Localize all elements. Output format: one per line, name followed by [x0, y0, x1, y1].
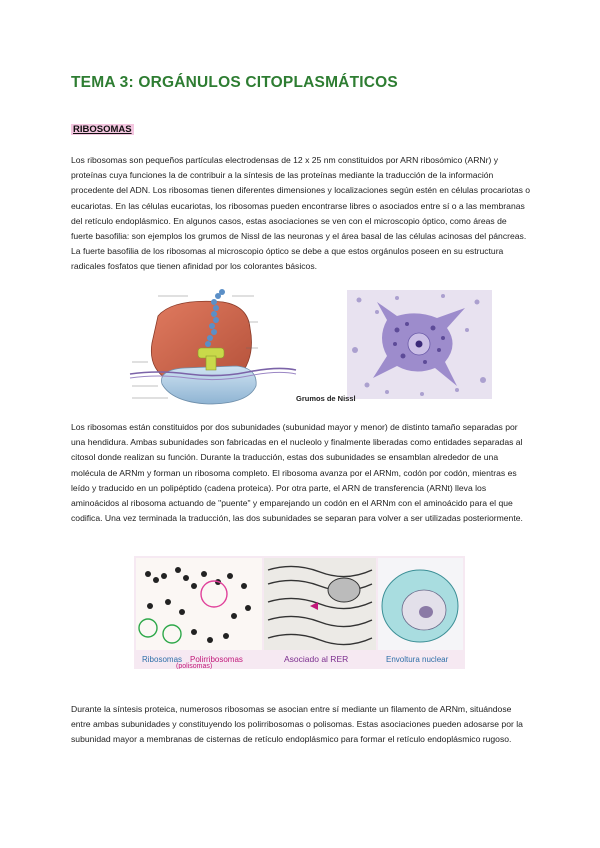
panel-nuclear-envelope [378, 558, 463, 650]
section-heading: RIBOSOMAS [73, 124, 132, 135]
label-polirribosomas: Polirribosomas [190, 655, 243, 664]
label-rer: Asociado al RER [284, 654, 349, 664]
paragraph-structure: Los ribosomas están constituidos por dos subunidades (subunidad mayor y menor) de distinto tamaño separadas por una hendidura. Ambas subunidades son fabricadas en el nucleolo y finalmente liberadas como entidades separadas al citosol donde realizan su función. Durante la traducción, estas dos subunidades se ensamblan alrededor de una molécula de ARNm y forman un ribosoma completo. El ribosoma avanza por el ARNm, codón por codón, mientras es leído y traducido en un polipéptido (cadena proteica). Por otra parte, el ARN de transferencia (ARNt) lleva los aminoácidos al ribosoma actuando de "puente" y emparejando un codón en el ARNm con el aminoácido para el que codifica. Una vez terminada la traducción, las dos subunidades se separan para volver a ser utilizadas posteriormente. [71, 422, 523, 524]
ribosome-diagram [128, 288, 298, 408]
panel-rer [264, 558, 376, 650]
polyribosome-composite-figure [134, 556, 465, 669]
page-title: TEMA 3: ORGÁNULOS CITOPLASMÁTICOS [71, 74, 398, 91]
small-subunit-shape [161, 366, 256, 404]
paragraph-polysomes: Durante la síntesis proteica, numerosos ribosomas se asocian entre sí mediante un filamento de ARNm, situándose entre ambas subunidades y constituyendo los polirribosomas o polisomas. Estas asociaciones pueden adosarse por la subunidad mayor a membranas de cisternas de retículo endoplásmico para formar el retículo endoplásmico rugoso. [71, 704, 523, 745]
nissl-micrograph [347, 290, 492, 399]
figure-caption: Grumos de Nissl [296, 394, 356, 403]
label-ribosomas: Ribosomas [142, 655, 183, 664]
label-envoltura-nuclear: Envoltura nuclear [386, 655, 449, 664]
panel-polyribosomes [136, 558, 262, 650]
paragraph-intro: Los ribosomas son pequeños partículas electrodensas de 12 x 25 nm constituidos por ARN ribosómico (ARNr) y proteínas cuya funciones la de contribuir a la síntesis de las proteínas mediante la traducción de la información procedente del ADN. Los ribosomas tienen diferentes dimensiones y localizaciones según estén en células procariotas o eucariotas. En las células eucariotas, los ribosomas pueden encontrarse libres o asociados entre sí o a las membranas del retículo endoplásmico. En algunos casos, estas asociaciones se ven con el microscopio óptico, como áreas de fuerte basofilia: son ejemplos los grumos de Nissl de las neuronas y el área basal de las células acinosas del páncreas. La fuerte basofilia de los ribosomas al microscopio óptico se debe a que estos orgánulos poseen en su estructura radicales fosfatos que tienen afinidad por los colorantes básicos. [71, 155, 531, 272]
label-polisomas: (polisomas) [176, 663, 213, 669]
